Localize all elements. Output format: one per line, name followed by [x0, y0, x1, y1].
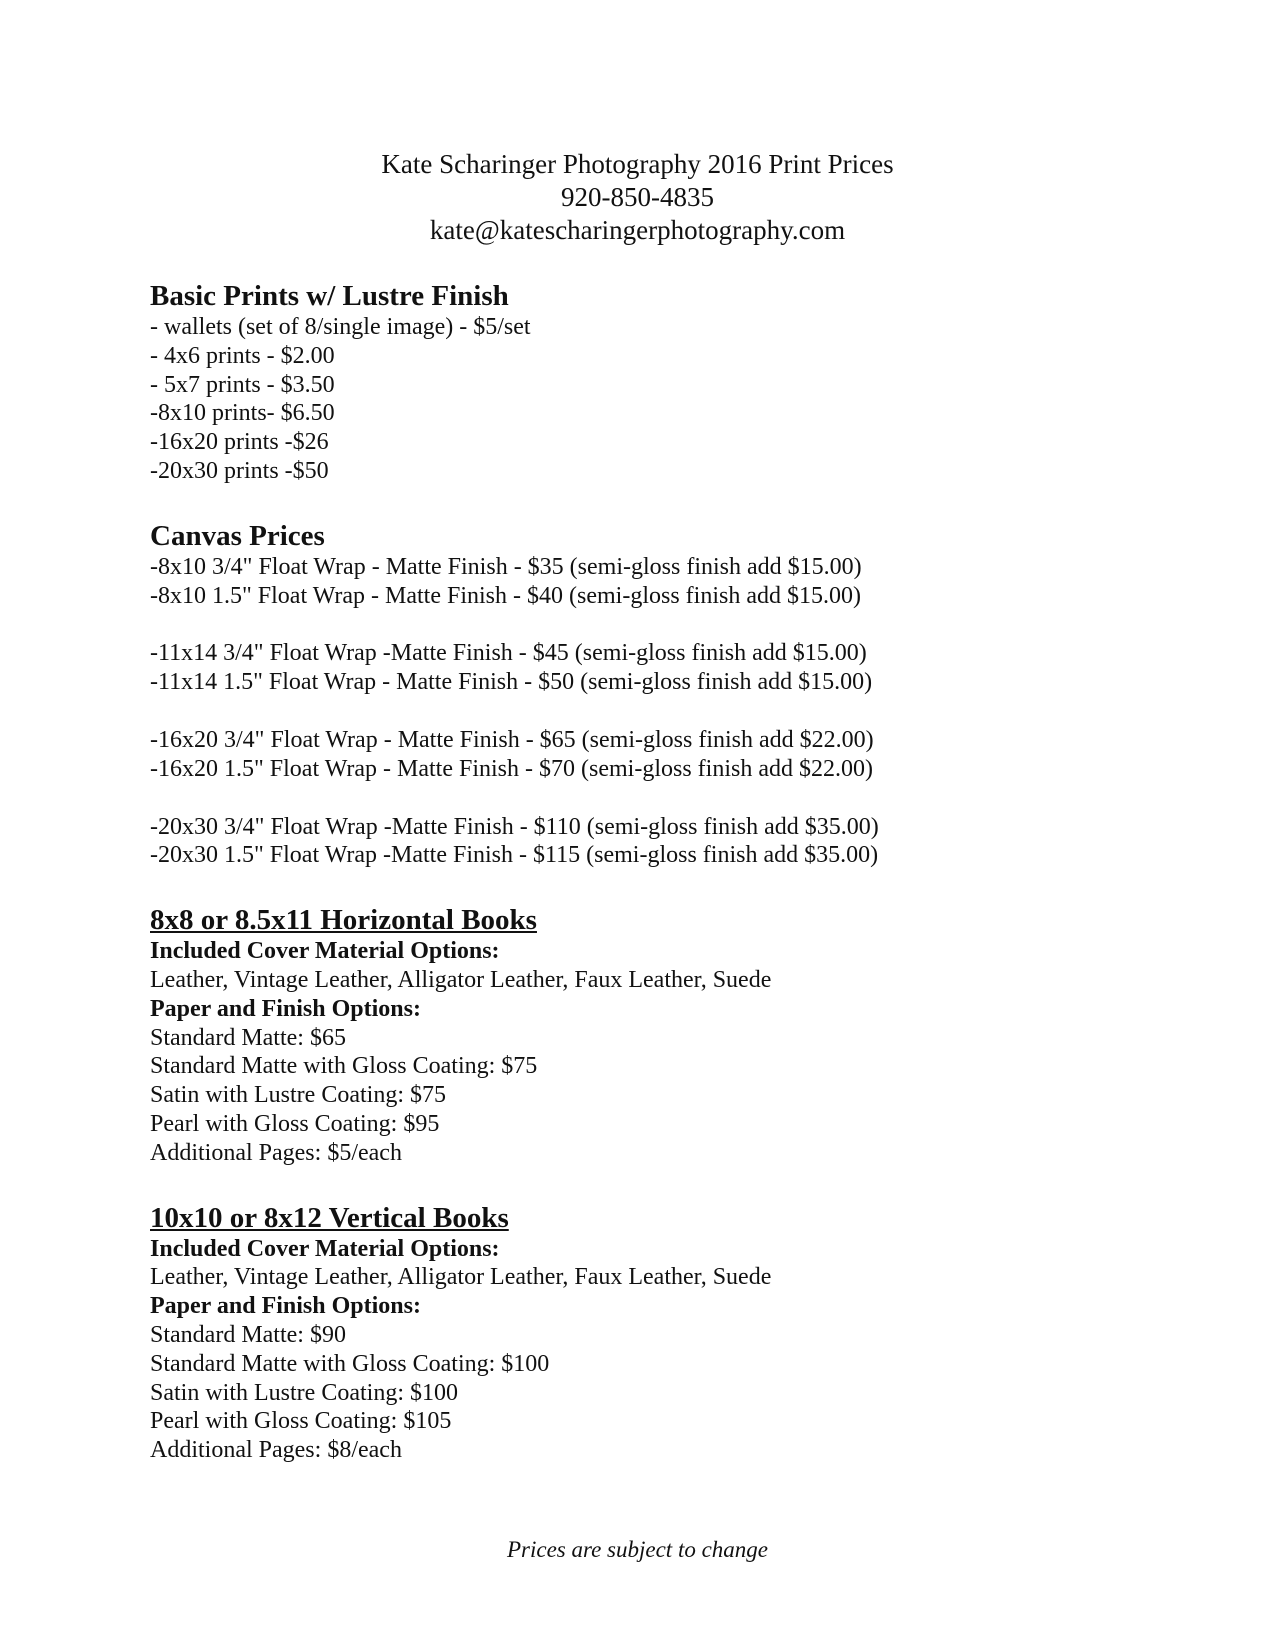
- basic-print-item: - 5x7 prints - $3.50: [150, 371, 335, 398]
- cover-options-list: Leather, Vintage Leather, Alligator Leather, Faux Leather, Suede: [150, 966, 772, 993]
- vertical-books-heading: 10x10 or 8x12 Vertical Books: [150, 1201, 509, 1234]
- paper-option: Standard Matte: $90: [150, 1321, 346, 1348]
- document-body: [150, 279, 1200, 1465]
- canvas-section: [150, 519, 1200, 870]
- basic-print-item: -20x30 prints -$50: [150, 457, 329, 484]
- cover-options-label: Included Cover Material Options:: [150, 1235, 500, 1262]
- paper-option: Additional Pages: $8/each: [150, 1437, 402, 1464]
- paper-option: Pearl with Gloss Coating: $105: [150, 1408, 452, 1435]
- canvas-item: -16x20 1.5" Float Wrap - Matte Finish - $70 (semi-gloss finish add $22.00): [150, 755, 873, 782]
- basic-print-item: - 4x6 prints - $2.00: [150, 342, 335, 369]
- basic-prints-section: [150, 279, 1200, 486]
- basic-prints-heading: Basic Prints w/ Lustre Finish: [150, 280, 509, 312]
- canvas-item: -8x10 3/4" Float Wrap - Matte Finish - $35 (semi-gloss finish add $15.00): [150, 553, 862, 580]
- basic-print-item: -8x10 prints- $6.50: [150, 400, 335, 427]
- paper-option: Standard Matte with Gloss Coating: $75: [150, 1053, 538, 1080]
- paper-option: Standard Matte: $65: [150, 1024, 346, 1051]
- vertical-books-section: [150, 1201, 1200, 1465]
- basic-print-item: - wallets (set of 8/single image) - $5/set: [150, 314, 531, 340]
- canvas-item: -8x10 1.5" Float Wrap - Matte Finish - $40 (semi-gloss finish add $15.00): [150, 582, 861, 609]
- cover-options-label: Included Cover Material Options:: [150, 938, 500, 965]
- paper-option: Standard Matte with Gloss Coating: $100: [150, 1350, 550, 1377]
- paper-option: Satin with Lustre Coating: $75: [150, 1082, 446, 1109]
- canvas-item: -11x14 1.5" Float Wrap - Matte Finish - $50 (semi-gloss finish add $15.00): [150, 669, 873, 696]
- canvas-item: -16x20 3/4" Float Wrap - Matte Finish - $65 (semi-gloss finish add $22.00): [150, 726, 874, 753]
- email-address: kate@katescharingerphotography.com: [429, 215, 846, 245]
- horizontal-books-heading: 8x8 or 8.5x11 Horizontal Books: [150, 904, 537, 937]
- cover-options-list: Leather, Vintage Leather, Alligator Leather, Faux Leather, Suede: [150, 1264, 772, 1291]
- paper-option: Additional Pages: $5/each: [150, 1139, 402, 1166]
- basic-print-item: -16x20 prints -$26: [150, 429, 329, 456]
- document-title: Kate Scharinger Photography 2016 Print Prices: [381, 149, 894, 179]
- canvas-item: -20x30 1.5" Float Wrap -Matte Finish - $115 (semi-gloss finish add $35.00): [150, 842, 879, 869]
- paper-option: Satin with Lustre Coating: $100: [150, 1379, 458, 1406]
- document-header: [0, 148, 1275, 247]
- footer-note: Prices are subject to change: [506, 1537, 769, 1562]
- canvas-heading: Canvas Prices: [150, 519, 325, 552]
- canvas-item: -20x30 3/4" Float Wrap -Matte Finish - $110 (semi-gloss finish add $35.00): [150, 813, 879, 840]
- paper-option: Pearl with Gloss Coating: $95: [150, 1110, 440, 1137]
- canvas-item: -11x14 3/4" Float Wrap -Matte Finish - $45 (semi-gloss finish add $15.00): [150, 640, 867, 667]
- horizontal-books-section: [150, 903, 1200, 1167]
- paper-options-label: Paper and Finish Options:: [150, 1293, 421, 1320]
- phone-number: 920-850-4835: [561, 182, 714, 212]
- paper-options-label: Paper and Finish Options:: [150, 995, 421, 1022]
